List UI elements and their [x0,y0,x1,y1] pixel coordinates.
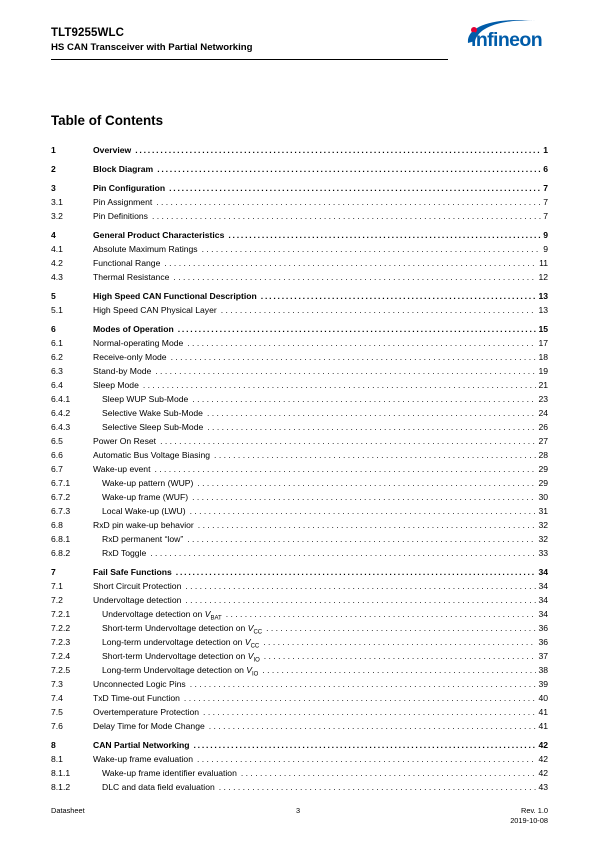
toc-entry-title-text: General Product Characteristics [93,230,225,240]
toc-entry-number: 6.4.3 [51,422,71,432]
toc-dot-leader [152,209,541,223]
toc-entry-title-text: TxD Time-out Function [93,693,180,703]
footer-revision: Rev. 1.0 [521,806,548,815]
toc-dot-leader [190,677,537,691]
toc-entry[interactable] [51,490,548,504]
toc-entry[interactable] [51,228,548,242]
toc-entry-page: 28 [538,450,548,460]
toc-entry-title-text: Wake-up frame (WUF) [102,492,189,502]
toc-entry-title-text: Long-term Undervoltage detection on [102,665,247,675]
toc-entry[interactable] [51,677,548,691]
toc-entry-page: 34 [538,581,548,591]
toc-entry-title [93,565,172,579]
toc-entry-number: 1 [51,145,56,155]
toc-entry[interactable] [51,593,548,607]
toc-entry-title [93,336,183,350]
toc-entry-number: 3.2 [51,211,63,221]
toc-entry-number: 6.8.2 [51,548,71,558]
toc-entry-page: 32 [538,520,548,530]
toc-entry[interactable] [51,336,548,350]
toc-entry-title-text: Short-term Undervoltage detection on [102,623,248,633]
toc-dot-leader [226,607,537,621]
toc-entry-number: 7.5 [51,707,63,717]
toc-entry-title-text: High Speed CAN Physical Layer [93,305,217,315]
toc-entry-number: 7.2 [51,595,63,605]
toc-entry[interactable] [51,364,548,378]
toc-entry-title-text: Short-term Undervoltage detection on [102,651,248,661]
toc-dot-leader [263,635,536,649]
toc-entry-number: 7.4 [51,693,63,703]
toc-entry-title-text: Pin Configuration [93,183,166,193]
toc-entry-symbol-subscript: IO [253,657,260,664]
toc-entry[interactable] [51,406,548,420]
toc-entry-page: 7 [543,183,548,193]
toc-entry-title-text: Delay Time for Mode Change [93,721,205,731]
toc-dot-leader [207,420,536,434]
footer-doc-type: Datasheet [51,806,85,815]
toc-entry[interactable] [51,607,548,621]
toc-entry-page: 9 [543,230,548,240]
toc-dot-leader [262,663,536,677]
toc-entry-number: 7.2.4 [51,651,71,661]
toc-entry-number: 7.1 [51,581,63,591]
toc-entry-number: 8.1.2 [51,782,71,792]
toc-entry-number: 6.7.3 [51,506,71,516]
toc-entry[interactable] [51,181,548,195]
toc-entry-title [93,518,194,532]
toc-entry-title-text: RxD pin wake-up behavior [93,520,194,530]
toc-entry-number: 6.7.1 [51,478,71,488]
toc-entry-title-text: Thermal Resistance [93,272,170,282]
toc-dot-leader [209,719,537,733]
toc-entry-page: 42 [538,740,548,750]
toc-entry-number: 4.2 [51,258,63,268]
toc-entry-page: 18 [538,352,548,362]
toc-entry-title [93,504,186,518]
toc-entry-title [93,593,181,607]
toc-entry-title [93,143,131,157]
toc-entry[interactable] [51,476,548,490]
header-divider [51,59,448,60]
toc-dot-leader [192,490,536,504]
toc-entry[interactable] [51,256,548,270]
toc-entry-title [93,462,150,476]
toc-dot-leader [184,691,537,705]
toc-dot-leader [171,350,537,364]
toc-entry[interactable] [51,289,548,303]
toc-entry-title-text: Wake-up event [93,464,151,474]
toc-entry[interactable] [51,195,548,209]
toc-entry-symbol: V [204,609,211,619]
toc-dot-leader [135,143,541,157]
toc-dot-leader [193,738,536,752]
toc-entry[interactable] [51,546,548,560]
toc-dot-leader [150,546,536,560]
toc-entry-title [93,378,139,392]
infineon-logo [458,13,558,61]
toc-entry-symbol-subscript: IO [252,671,259,678]
toc-entry-title [93,256,160,270]
toc-dot-leader [156,195,541,209]
toc-dot-leader [261,289,537,303]
toc-entry-number: 7 [51,567,56,577]
toc-entry-title-text: Functional Range [93,258,161,268]
toc-entry-title [93,476,193,490]
toc-entry-title [93,181,165,195]
toc-dot-leader [219,780,537,794]
footer-date: 2019-10-08 [510,816,548,825]
footer-page-number: 3 [296,806,301,815]
toc-entry-symbol: V [244,637,251,647]
toc-entry-title [93,677,186,691]
toc-entry[interactable] [51,209,548,223]
toc-entry-page: 42 [538,754,548,764]
toc-entry-page: 40 [538,693,548,703]
toc-entry[interactable] [51,705,548,719]
toc-entry-page: 30 [538,492,548,502]
toc-entry[interactable] [51,378,548,392]
toc-entry-title [93,322,174,336]
toc-entry[interactable] [51,635,548,649]
toc-entry-number: 6.4 [51,380,63,390]
toc-entry-page: 41 [538,721,548,731]
toc-entry-page: 11 [539,258,548,268]
toc-entry-title [93,270,169,284]
toc-entry[interactable] [51,434,548,448]
toc-entry[interactable] [51,462,548,476]
toc-entry-page: 41 [538,707,548,717]
toc-entry-number: 7.2.3 [51,637,71,647]
toc-entry-page: 6 [543,164,548,174]
toc-entry-title-text: Unconnected Logic Pins [93,679,186,689]
toc-entry[interactable] [51,532,548,546]
toc-entry-page: 29 [538,464,548,474]
toc-entry-title-text: Short Circuit Protection [93,581,182,591]
toc-entry-page: 13 [538,305,548,315]
toc-dot-leader [197,752,536,766]
toc-entry-page: 39 [538,679,548,689]
toc-entry-page: 38 [538,665,548,675]
toc-dot-leader [264,649,537,663]
toc-entry-number: 3 [51,183,56,193]
toc-entry-page: 17 [538,338,548,348]
toc-entry[interactable] [51,518,548,532]
toc-entry-title [93,738,189,752]
toc-entry-page: 43 [538,782,548,792]
toc-heading: Table of Contents [51,113,164,128]
toc-entry-number: 6.7.2 [51,492,71,502]
toc-entry[interactable] [51,350,548,364]
toc-entry-number: 5.1 [51,305,63,315]
toc-entry[interactable] [51,420,548,434]
toc-entry-title-text: Undervoltage detection on [102,609,205,619]
toc-dot-leader [241,766,537,780]
toc-entry-page: 37 [538,651,548,661]
toc-entry-page: 31 [538,506,548,516]
toc-entry-number: 6.2 [51,352,63,362]
toc-entry-title-text: RxD Toggle [102,548,147,558]
toc-entry-page: 26 [538,422,548,432]
toc-entry-title [93,303,217,317]
toc-dot-leader [197,476,536,490]
toc-entry-title [93,766,237,780]
toc-dot-leader [155,364,536,378]
toc-entry-page: 23 [538,394,548,404]
toc-entry[interactable] [51,162,548,176]
toc-entry-title-text: Overview [93,145,132,155]
toc-dot-leader [192,392,536,406]
toc-entry-page: 34 [538,567,548,577]
toc-dot-leader [154,462,536,476]
toc-entry-title-text: Fail Safe Functions [93,567,172,577]
toc-entry-page: 27 [538,436,548,446]
toc-entry-number: 2 [51,164,56,174]
toc-entry[interactable] [51,766,548,780]
toc-entry-title [93,350,167,364]
toc-entry[interactable] [51,143,548,157]
toc-entry[interactable] [51,719,548,733]
toc-dot-leader [185,593,536,607]
toc-entry-title [93,364,151,378]
toc-dot-leader [221,303,537,317]
toc-dot-leader [143,378,537,392]
toc-entry-number: 4.3 [51,272,63,282]
toc-entry-title [93,420,203,434]
toc-entry-title-text: Wake-up pattern (WUP) [102,478,194,488]
toc-entry[interactable] [51,780,548,794]
toc-entry-page: 32 [538,534,548,544]
toc-entry-title [93,228,224,242]
toc-entry-page: 7 [543,211,548,221]
toc-entry-title [93,162,153,176]
toc-entry-title [93,242,198,256]
toc-entry-number: 8.1.1 [51,768,71,778]
table-of-contents [51,143,548,794]
toc-entry-symbol: V [246,665,253,675]
footer-revision-block [510,806,548,826]
toc-dot-leader [187,532,536,546]
toc-entry-title-text: Sleep WUP Sub-Mode [102,394,189,404]
toc-entry-page: 1 [543,145,548,155]
toc-entry-title-text: Sleep Mode [93,380,139,390]
toc-entry-title [93,392,188,406]
toc-entry-title-text: Selective Sleep Sub-Mode [102,422,204,432]
toc-entry-title-text: Block Diagram [93,164,154,174]
document-subtitle: HS CAN Transceiver with Partial Networking [51,42,253,53]
toc-entry[interactable] [51,303,548,317]
toc-entry[interactable] [51,242,548,256]
toc-dot-leader [198,518,537,532]
toc-entry-page: 19 [538,366,548,376]
toc-entry-symbol-subscript: CC [253,629,263,636]
logo-wordmark: infineon [471,29,543,51]
toc-entry-title-text: Power On Reset [93,436,157,446]
toc-entry-symbol-subscript: CC [250,643,260,650]
toc-entry-symbol: V [247,651,254,661]
toc-entry[interactable] [51,392,548,406]
toc-entry-title [93,406,203,420]
toc-entry-symbol: V [247,623,254,633]
document-title: TLT9255WLC [51,27,124,39]
toc-dot-leader [160,434,536,448]
toc-entry-title-text: Overtemperature Protection [93,707,200,717]
toc-entry-page: 34 [538,595,548,605]
toc-entry-title-text: Selective Wake Sub-Mode [102,408,203,418]
toc-entry-page: 33 [538,548,548,558]
toc-entry-number: 7.2.1 [51,609,71,619]
toc-dot-leader [176,565,537,579]
toc-entry-title-text: High Speed CAN Functional Description [93,291,257,301]
toc-entry-page: 12 [538,272,548,282]
toc-entry-title-text: RxD permanent “low” [102,534,184,544]
toc-entry-number: 7.2.2 [51,623,71,633]
toc-entry-number: 6.8.1 [51,534,71,544]
toc-entry[interactable] [51,738,548,752]
toc-entry-title-text: Wake-up frame identifier evaluation [102,768,237,778]
toc-dot-leader [203,705,536,719]
toc-entry-page: 7 [543,197,548,207]
toc-entry-number: 7.6 [51,721,63,731]
toc-dot-leader [157,162,541,176]
toc-entry-title-text: Undervoltage detection [93,595,182,605]
toc-entry[interactable] [51,270,548,284]
toc-entry-title [93,209,148,223]
toc-entry-title-text: DLC and data field evaluation [102,782,215,792]
toc-dot-leader [228,228,541,242]
toc-entry-title [93,546,146,560]
toc-dot-leader [266,621,536,635]
toc-entry-number: 5 [51,291,56,301]
toc-entry-number: 7.3 [51,679,63,689]
toc-entry-title [93,490,188,504]
toc-entry-number: 6.4.1 [51,394,71,404]
toc-entry-page: 9 [543,244,548,254]
toc-entry-number: 4 [51,230,56,240]
toc-entry-title [93,289,257,303]
toc-entry-number: 6.1 [51,338,63,348]
toc-entry-title [93,705,199,719]
toc-entry[interactable] [51,663,548,677]
toc-entry-page: 36 [538,637,548,647]
toc-dot-leader [178,322,537,336]
toc-entry-title-text: Local Wake-up (LWU) [102,506,186,516]
toc-entry[interactable] [51,649,548,663]
toc-entry-title-text: Pin Definitions [93,211,148,221]
toc-entry-number: 7.2.5 [51,665,71,675]
toc-entry-page: 13 [538,291,548,301]
toc-dot-leader [202,242,542,256]
toc-entry-page: 34 [538,609,548,619]
toc-dot-leader [164,256,537,270]
toc-entry-page: 36 [538,623,548,633]
toc-entry-number: 8.1 [51,754,63,764]
toc-entry-title-text: Wake-up frame evaluation [93,754,193,764]
toc-entry-title-text: Normal-operating Mode [93,338,184,348]
toc-dot-leader [173,270,536,284]
toc-entry-title-text: Long-term undervoltage detection on [102,637,245,647]
toc-entry-title [93,719,205,733]
toc-entry-title-text: Receive-only Mode [93,352,167,362]
toc-entry-symbol-subscript: BAT [210,615,222,622]
toc-entry-title [93,780,215,794]
toc-entry-title [93,691,180,705]
toc-entry-title-text: Modes of Operation [93,324,174,334]
toc-dot-leader [185,579,536,593]
toc-dot-leader [214,448,536,462]
toc-dot-leader [207,406,536,420]
toc-entry-number: 8 [51,740,56,750]
toc-entry-number: 6.6 [51,450,63,460]
toc-entry-title-text: CAN Partial Networking [93,740,190,750]
toc-entry-number: 4.1 [51,244,63,254]
toc-dot-leader [169,181,541,195]
toc-entry-title [93,579,181,593]
toc-entry-title-text: Pin Assignment [93,197,153,207]
toc-entry-number: 6.4.2 [51,408,71,418]
toc-entry-number: 6.5 [51,436,63,446]
toc-entry-page: 29 [538,478,548,488]
toc-entry-number: 6.8 [51,520,63,530]
toc-entry[interactable] [51,621,548,635]
toc-entry-page: 42 [538,768,548,778]
toc-entry-page: 21 [538,380,548,390]
toc-entry-title-text: Absolute Maximum Ratings [93,244,198,254]
toc-entry-number: 3.1 [51,197,63,207]
toc-entry[interactable] [51,322,548,336]
toc-entry[interactable] [51,752,548,766]
toc-entry-title [93,448,210,462]
toc-entry-page: 15 [538,324,548,334]
toc-entry-page: 24 [538,408,548,418]
toc-entry-title [93,195,152,209]
toc-entry[interactable] [51,565,548,579]
toc-entry-number: 6 [51,324,56,334]
toc-entry[interactable] [51,504,548,518]
toc-entry[interactable] [51,448,548,462]
toc-entry-number: 6.7 [51,464,63,474]
toc-entry-number: 6.3 [51,366,63,376]
toc-dot-leader [190,504,537,518]
toc-entry-title [93,752,193,766]
toc-entry[interactable] [51,691,548,705]
toc-entry-title-text: Automatic Bus Voltage Biasing [93,450,211,460]
toc-entry-title [93,532,183,546]
toc-dot-leader [187,336,536,350]
toc-entry-title [93,434,156,448]
toc-entry[interactable] [51,579,548,593]
toc-entry-title-text: Stand-by Mode [93,366,152,376]
